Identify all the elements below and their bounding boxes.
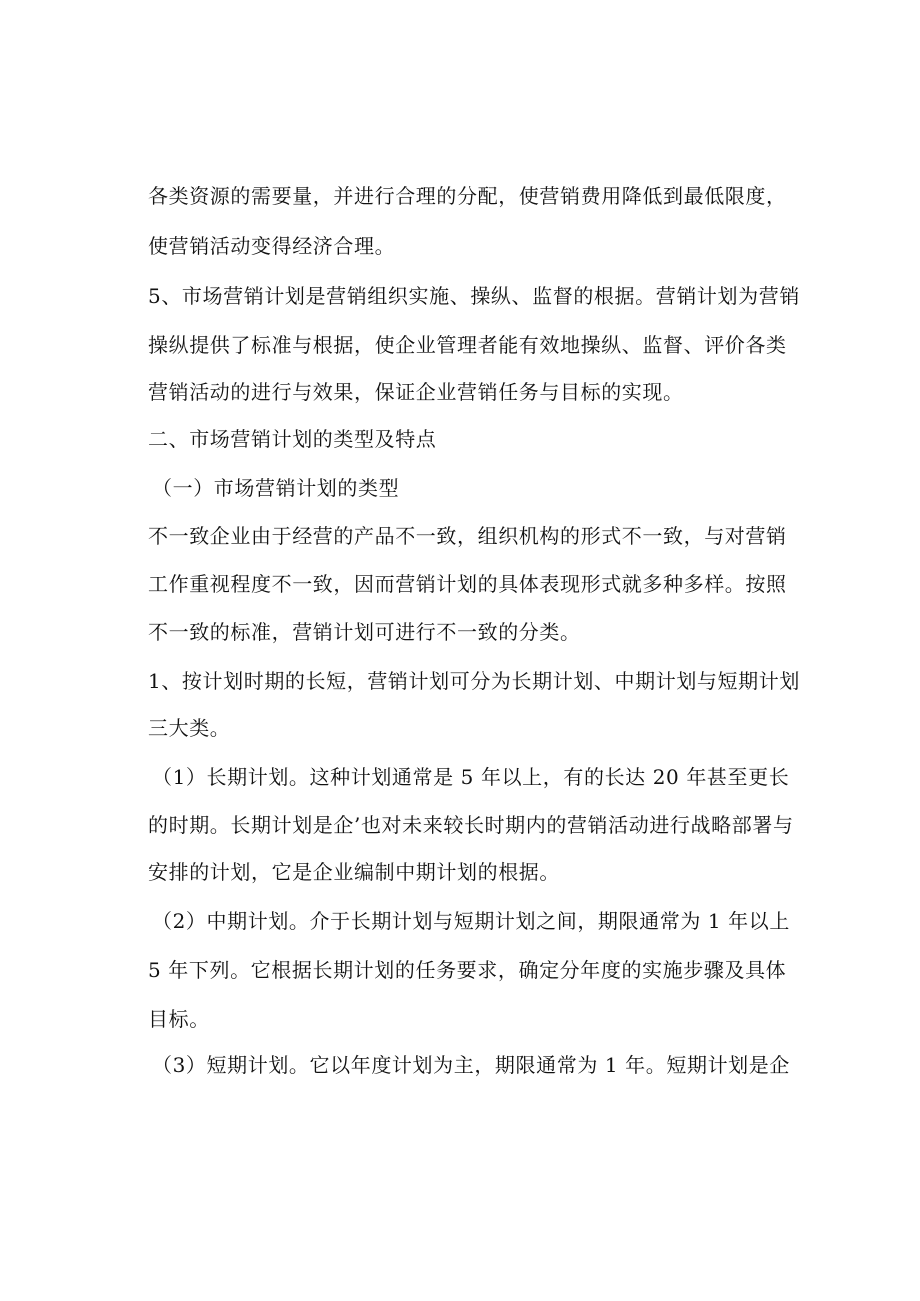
text-line: 5 年下列。它根据长期计划的任务要求，确定分年度的实施步骤及具体 — [148, 958, 787, 982]
text-line: 三大类。 — [148, 716, 231, 740]
text-line: 目标。 — [148, 1007, 210, 1031]
text-line: 的时期。长期计划是企’也对未来较长时期内的营销活动进行战略部署与 — [148, 813, 794, 837]
text-line: （1）长期计划。这种计划通常是 5 年以上，有的长达 20 年甚至更长 — [152, 765, 790, 789]
text-line: 1、按计划时期的长短，营销计划可分为长期计划、中期计划与短期计划 — [148, 669, 800, 693]
text-line: （3）短期计划。它以年度计划为主，期限通常为 1 年。短期计划是企 — [152, 1053, 790, 1077]
text-line: 不一致企业由于经营的产品不一致，组织机构的形式不一致，与对营销 — [148, 524, 787, 548]
text-line: 5、市场营销计划是营销组织实施、操纵、监督的根据。营销计划为营销 — [148, 284, 800, 308]
text-line: （2）中期计划。介于长期计划与短期计划之间，期限通常为 1 年以上 — [152, 909, 790, 933]
text-line: 营销活动的进行与效果，保证企业营销任务与目标的实现。 — [148, 380, 684, 404]
text-line: 各类资源的需要量，并进行合理的分配，使营销费用降低到最低限度， — [148, 184, 787, 208]
text-line: 操纵提供了标准与根据，使企业管理者能有效地操纵、监督、评价各类 — [148, 333, 787, 357]
subsection-heading: （一）市场营销计划的类型 — [152, 476, 400, 500]
text-line: 不一致的标准，营销计划可进行不一致的分类。 — [148, 620, 581, 644]
section-heading: 二、市场营销计划的类型及特点 — [148, 427, 437, 451]
text-line: 工作重视程度不一致，因而营销计划的具体表现形式就多种多样。按照 — [148, 572, 787, 596]
text-line: 安排的计划，它是企业编制中期计划的根据。 — [148, 860, 560, 884]
text-line: 使营销活动变得经济合理。 — [148, 234, 396, 258]
